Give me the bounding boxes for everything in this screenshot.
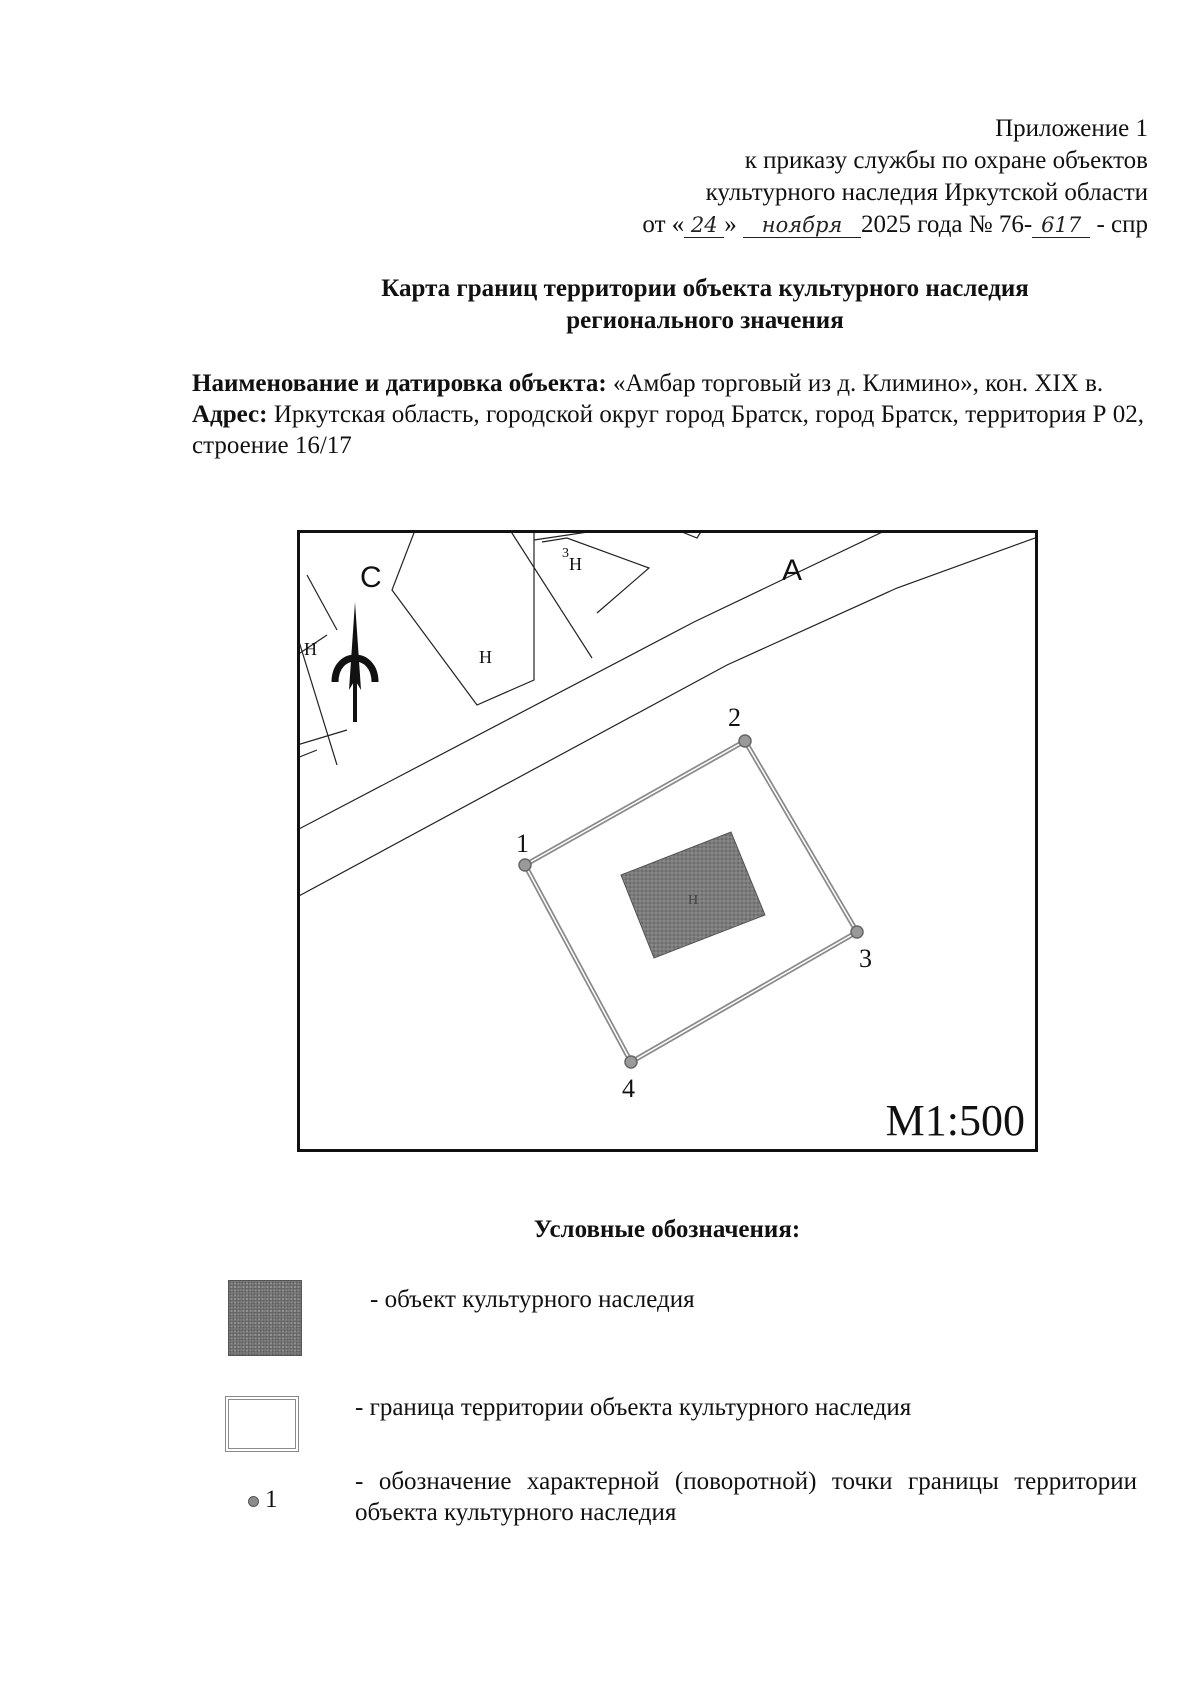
order-date-line: от « 24 » ноября 2025 года № 76- 617 - спр xyxy=(642,211,1148,238)
handwritten-day: 24 xyxy=(684,213,724,238)
turning-point-marker xyxy=(519,859,531,871)
parcel-label: Н xyxy=(479,647,492,667)
object-name-line: Наименование и датировка объекта: «Амбар торговый из д. Климино», кон. XIX в. xyxy=(192,370,1104,397)
parcel-outline xyxy=(297,635,337,765)
north-arrow-icon xyxy=(335,602,375,722)
legend-point-swatch: 1 xyxy=(248,1486,278,1514)
point-label: 3 xyxy=(859,944,872,973)
parcel-label: Н xyxy=(569,554,582,574)
handwritten-number: 617 xyxy=(1032,213,1090,238)
point-label: 4 xyxy=(622,1074,635,1103)
parcel-outline xyxy=(392,530,534,705)
road-edge-north xyxy=(297,530,897,830)
map-frame xyxy=(299,532,1037,1151)
parcel-label: Н xyxy=(304,639,317,659)
appendix-header xyxy=(642,113,1148,241)
map-scale: М1:500 xyxy=(885,1096,1025,1145)
boundary-map xyxy=(297,530,1038,1152)
north-label: С xyxy=(360,561,382,594)
road-edge-south xyxy=(297,530,1038,897)
legend-boundary-text: - граница территории объекта культурного наследия xyxy=(355,1394,912,1421)
handwritten-month: ноября xyxy=(743,213,861,238)
parcel-outline xyxy=(542,538,649,613)
parcel-outline xyxy=(510,530,592,658)
point-label: 2 xyxy=(728,703,741,732)
turning-point-marker xyxy=(851,926,863,938)
road-label: А xyxy=(782,554,803,587)
point-label: 1 xyxy=(516,829,529,858)
turning-point-marker xyxy=(625,1056,637,1068)
object-label: Н xyxy=(688,893,699,908)
legend-object-text: - объект культурного наследия xyxy=(370,1286,695,1313)
turning-point-marker xyxy=(739,735,751,747)
parcel-outline xyxy=(297,730,347,745)
appendix-number: Приложение 1 xyxy=(995,115,1148,142)
legend-point-text: - обозначение характерной (поворотной) точки границы территории объекта культурного наследия xyxy=(355,1468,1137,1526)
order-reference: к приказу службы по охране объектов xyxy=(744,147,1148,174)
document-title: Карта границ территории объекта культурного наследия регионального значения xyxy=(381,275,1029,334)
turning-point-icon xyxy=(248,1496,259,1507)
parcel-outline xyxy=(307,575,337,630)
legend-boundary-swatch xyxy=(225,1396,299,1452)
parcel-number: 3 xyxy=(562,546,569,561)
order-authority: культурного наследия Иркутской области xyxy=(705,179,1148,206)
object-address-line: Адрес: Иркутская область, городской округ город Братск, город Братск, территория Р 02, строение 16/17 xyxy=(192,401,1144,459)
legend-object-swatch xyxy=(228,1280,302,1356)
legend-title: Условные обозначения: xyxy=(533,1216,801,1243)
object-info xyxy=(192,368,1144,461)
